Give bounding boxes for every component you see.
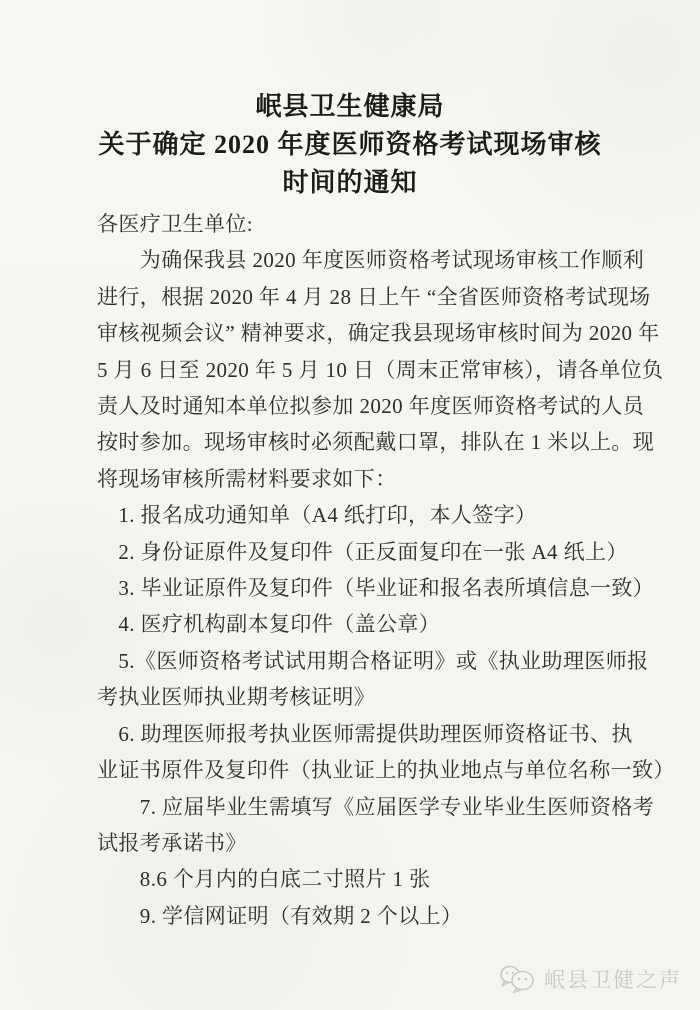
list-item-6: 6. 助理医师报考执业医师需提供助理医师资格证书、执 — [97, 721, 633, 746]
title-line-subject-2: 时间的通知 — [282, 168, 418, 197]
notice-title — [0, 88, 700, 202]
list-item-7: 7. 应届毕业生需填写《应届医学专业毕业生医师资格考 — [97, 794, 655, 819]
watermark — [499, 964, 682, 994]
title-line-subject: 关于确定 2020 年度医师资格考试现场审核 — [98, 130, 602, 159]
text-line: 审核视频会议” 精神要求，确定我县现场审核时间为 2020 年 — [97, 321, 660, 346]
list-item-2: 2. 身份证原件及复印件（正反面复印在一张 A4 纸上） — [97, 539, 628, 564]
list-item-3: 3. 毕业证原件及复印件（毕业证和报名表所填信息一致） — [97, 576, 655, 601]
wechat-icon — [499, 964, 537, 994]
notice-body — [97, 206, 675, 934]
list-item-1: 1. 报名成功通知单（A4 纸打印，本人签字） — [97, 503, 537, 528]
text-line: 5 月 6 日至 2020 年 5 月 10 日（周末正常审核），请各单位负 — [97, 357, 664, 382]
watermark-label: 岷县卫健之声 — [544, 968, 682, 992]
text-line: 进行，根据 2020 年 4 月 28 日上午 “全省医师资格考试现场 — [97, 284, 651, 309]
list-item-8: 8.6 个月内的白底二寸照片 1 张 — [97, 867, 431, 892]
title-line-issuer: 岷县卫生健康局 — [255, 92, 445, 121]
list-item-6-cont: 业证书原件及复印件（执业证上的执业地点与单位名称一致） — [97, 758, 675, 783]
list-item-4: 4. 医疗机构副本复印件（盖公章） — [97, 612, 441, 637]
list-item-9: 9. 学信网证明（有效期 2 个以上） — [97, 903, 463, 928]
list-item-5: 5.《医师资格考试试用期合格证明》或《执业助理医师报 — [97, 648, 649, 673]
text-line: 将现场审核所需材料要求如下： — [97, 466, 397, 491]
text-line: 责人及时通知本单位拟参加 2020 年度医师资格考试的人员 — [97, 394, 645, 419]
salutation: 各医疗卫生单位: — [97, 212, 254, 236]
list-item-7-cont: 试报考承诺书》 — [97, 830, 247, 855]
notice-document — [0, 88, 700, 934]
list-item-5-cont: 考执业医师执业期考核证明》 — [97, 685, 376, 710]
text-line: 为确保我县 2020 年度医师资格考试现场审核工作顺利 — [97, 248, 645, 273]
text-line: 按时参加。现场审核时必须配戴口罩，排队在 1 米以上。现 — [97, 430, 655, 455]
